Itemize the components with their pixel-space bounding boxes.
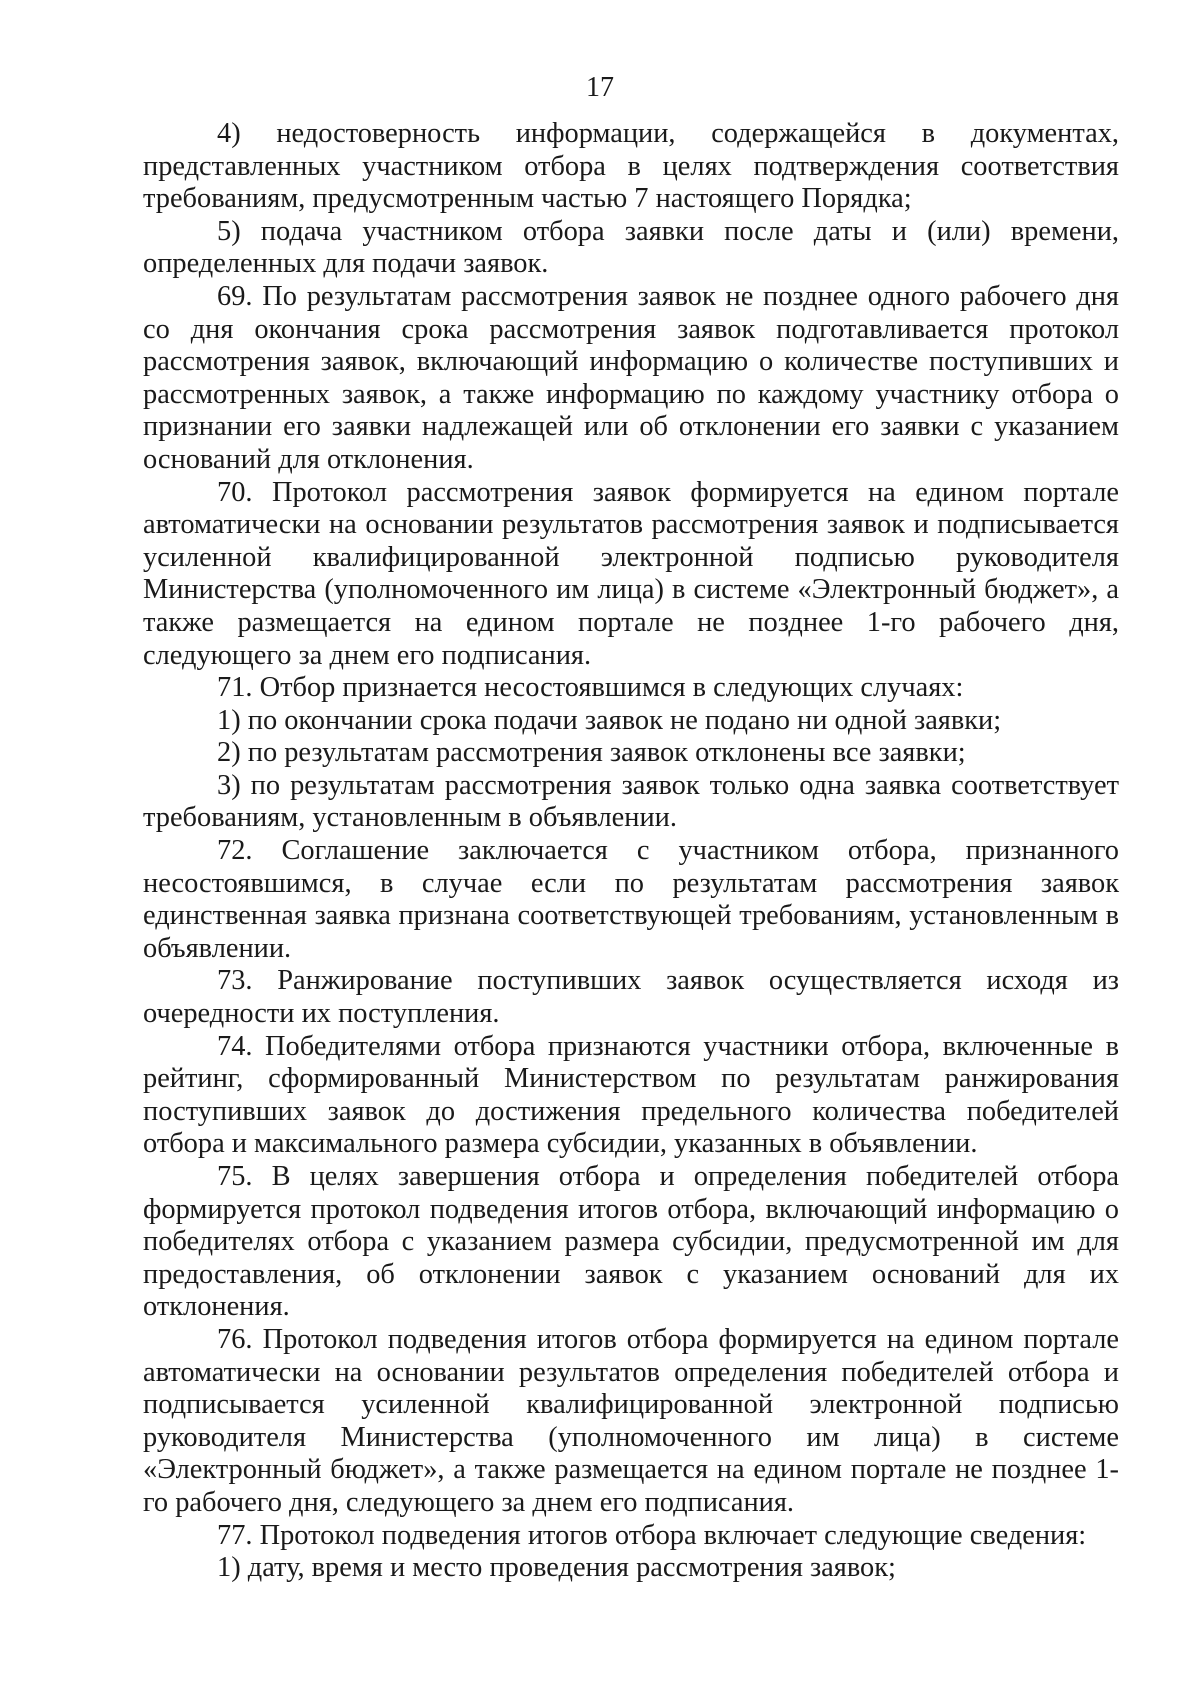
paragraph-69: 69. По результатам рассмотрения заявок не позднее одного рабочего дня со дня окончания срока рассмотрения заявок подготавливается протокол рассмотрения заявок, включающий информацию о количестве поступивших и рассмотренных заявок, а также информацию по каждому участнику отбора о признании его заявки надлежащей или об отклонении его заявки с указанием оснований для отклонения. bbox=[143, 280, 1119, 475]
paragraph-72: 72. Соглашение заключается с участником отбора, признанного несостоявшимся, в случае если по результатам рассмотрения заявок единственная заявка признана соответствующей требованиям, установленным в объявлении. bbox=[143, 835, 1119, 964]
paragraph-77: 77. Протокол подведения итогов отбора включает следующие сведения: bbox=[217, 1519, 1087, 1551]
paragraph-71-item-2: 2) по результатам рассмотрения заявок отклонены все заявки; bbox=[217, 737, 966, 769]
paragraph-77-item-1: 1) дату, время и место проведения рассмотрения заявок; bbox=[217, 1552, 896, 1584]
paragraph-71-item-3: 3) по результатам рассмотрения заявок только одна заявка соответствует требованиям, установленным в объявлении. bbox=[143, 769, 1119, 834]
paragraph-71: 71. Отбор признается несостоявшимся в следующих случаях: bbox=[217, 672, 964, 704]
paragraph-74: 74. Победителями отбора признаются участники отбора, включенные в рейтинг, сформированный Министерством по результатам ранжирования поступивших заявок до достижения предельного количества победителей отбора и максимального размера субсидии, указанных в объявлении. bbox=[143, 1030, 1119, 1160]
paragraph-71-item-1: 1) по окончании срока подачи заявок не подано ни одной заявки; bbox=[217, 704, 1002, 736]
paragraph-76: 76. Протокол подведения итогов отбора формируется на едином портале автоматически на основании результатов определения победителей отбора и подписывается усиленной квалифицированной электронной подписью руководителя Министерства (уполномоченного им лица) в системе «Электронный бюджет», а также размещается на едином портале не позднее 1-го рабочего дня, следующего за днем его подписания. bbox=[143, 1323, 1119, 1518]
paragraph-75: 75. В целях завершения отбора и определения победителей отбора формируется протокол подведения итогов отбора, включающий информацию о победителях отбора с указанием размера субсидии, предусмотренной им для предоставления, об отклонении заявок с указанием оснований для их отклонения. bbox=[143, 1161, 1119, 1323]
paragraph-item-5: 5) подача участником отбора заявки после даты и (или) времени, определенных для подачи заявок. bbox=[143, 215, 1119, 280]
document-body bbox=[143, 118, 1119, 1585]
paragraph-item-4: 4) недостоверность информации, содержащейся в документах, представленных участником отбора в целях подтверждения соответствия требованиям, предусмотренным частью 7 настоящего Порядка; bbox=[143, 118, 1119, 215]
page-number: 17 bbox=[586, 72, 614, 103]
paragraph-73: 73. Ранжирование поступивших заявок осуществляется исходя из очередности их поступления. bbox=[143, 965, 1119, 1030]
paragraph-70: 70. Протокол рассмотрения заявок формируется на едином портале автоматически на основании результатов рассмотрения заявок и подписывается усиленной квалифицированной электронной подписью руководителя Министерства (уполномоченного им лица) в системе «Электронный бюджет», а также размещается на едином портале не позднее 1-го рабочего дня, следующего за днем его подписания. bbox=[143, 476, 1119, 671]
